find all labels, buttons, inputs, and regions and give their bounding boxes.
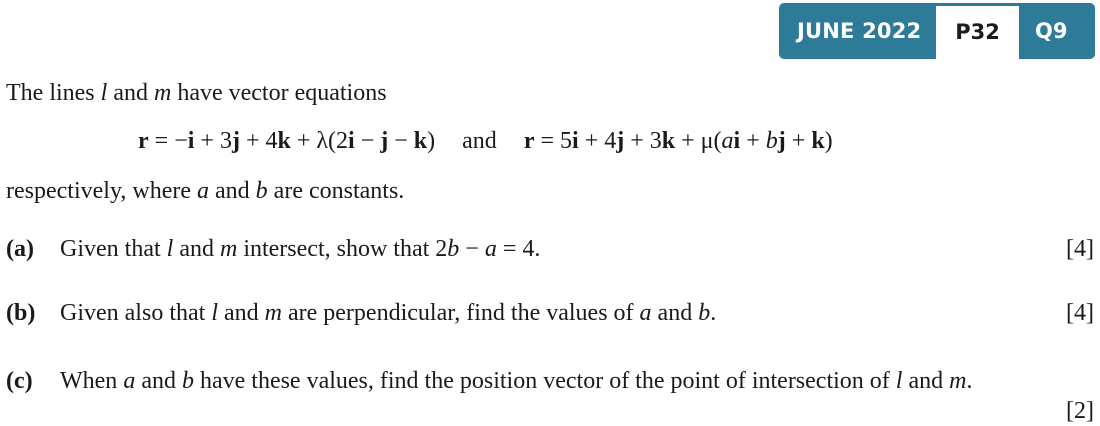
part-b-text: and (651, 300, 699, 326)
respectively-text (6, 178, 404, 205)
eq2-k: k (661, 128, 676, 154)
part-b-a: a (639, 300, 652, 326)
eq1-part: − (354, 128, 381, 154)
eq1-part: + 4 (239, 128, 278, 154)
eq2-part: + μ( (675, 128, 722, 154)
eq2-part: + (740, 128, 766, 154)
const-b: b (255, 178, 268, 204)
eq1-part: + λ(2 (290, 128, 349, 154)
eq1-k: k (413, 128, 428, 154)
part-c-text: have these values, find the position vector of the point of intersection of (193, 368, 896, 394)
exam-reference-badge (779, 3, 1095, 59)
part-c-text: and (902, 368, 950, 394)
part-a-text: Given that (60, 236, 167, 262)
part-b-text: Given also that (60, 300, 212, 326)
eq2-i: i (572, 128, 579, 154)
part-b-m: m (264, 300, 282, 326)
resp-and: and (209, 178, 256, 204)
eq2-r: r (523, 128, 535, 154)
eq1-k: k (277, 128, 291, 154)
eq1-part: = − (148, 128, 188, 154)
question-number: Q9 (1035, 19, 1068, 43)
part-b-l: l (211, 300, 218, 326)
part-a-label: (a) (6, 236, 34, 262)
part-a (6, 236, 540, 263)
part-b-text: and (217, 300, 265, 326)
eq2-part: ) (824, 128, 833, 154)
resp-post: are constants. (267, 178, 405, 204)
eq2-part: = 5 (534, 128, 573, 154)
part-c-a: a (123, 368, 136, 394)
part-a-l: l (166, 236, 174, 262)
part-a-text: intersect, show that 2 (237, 236, 448, 262)
eq1-j: j (380, 128, 389, 154)
eq1-j: j (231, 128, 240, 154)
exam-date: JUNE 2022 (797, 19, 922, 43)
part-b-text: are perpendicular, find the values of (281, 300, 640, 326)
part-b-marks: [4] (1066, 300, 1094, 326)
const-a: a (197, 178, 210, 204)
part-a-text: and (173, 236, 220, 262)
eq1-part: ) (427, 128, 436, 154)
part-b-text: . (710, 300, 717, 326)
part-a-text: = 4. (496, 236, 541, 262)
eq2-part: + 3 (624, 128, 662, 154)
part-c-text: When (60, 368, 124, 394)
eq2-j: j (777, 128, 786, 154)
intro-text (6, 80, 387, 107)
intro-pre: The lines (6, 80, 101, 106)
eq2-i: i (733, 128, 741, 154)
part-b-b: b (698, 300, 711, 326)
part-c-text: and (135, 368, 182, 394)
eq2-part: + (785, 128, 812, 154)
part-c-marks: [2] (1066, 398, 1094, 424)
eq2-k: k (811, 128, 825, 154)
part-b-label: (b) (6, 300, 36, 326)
part-c-label: (c) (6, 368, 33, 394)
part-a-text: − (459, 236, 485, 262)
eq2-a: a (721, 128, 734, 154)
eq-and: and (462, 128, 497, 154)
line-m: m (153, 80, 172, 106)
part-c-b: b (181, 368, 194, 394)
eq1-r: r (138, 128, 149, 154)
part-a-b: b (447, 236, 460, 262)
part-b (6, 300, 716, 327)
eq1-i: i (187, 128, 195, 154)
line-l: l (100, 80, 108, 106)
intro-and: and (107, 80, 154, 106)
eq1-part: − (388, 128, 414, 154)
eq2-j: j (616, 128, 625, 154)
part-a-m: m (219, 236, 238, 262)
resp-pre: respectively, where (6, 178, 198, 204)
part-c-m: m (949, 368, 967, 394)
eq2-b: b (765, 128, 778, 154)
intro-post: have vector equations (171, 80, 387, 106)
eq1-part: + 3 (194, 128, 232, 154)
paper-code: P32 (936, 6, 1019, 59)
part-a-marks: [4] (1066, 236, 1094, 262)
part-a-a: a (484, 236, 497, 262)
vector-equations (138, 128, 833, 155)
part-c-l: l (895, 368, 903, 394)
part-c-text: . (966, 368, 973, 394)
part-c (6, 368, 972, 395)
eq2-part: + 4 (578, 128, 617, 154)
eq1-i: i (348, 128, 355, 154)
